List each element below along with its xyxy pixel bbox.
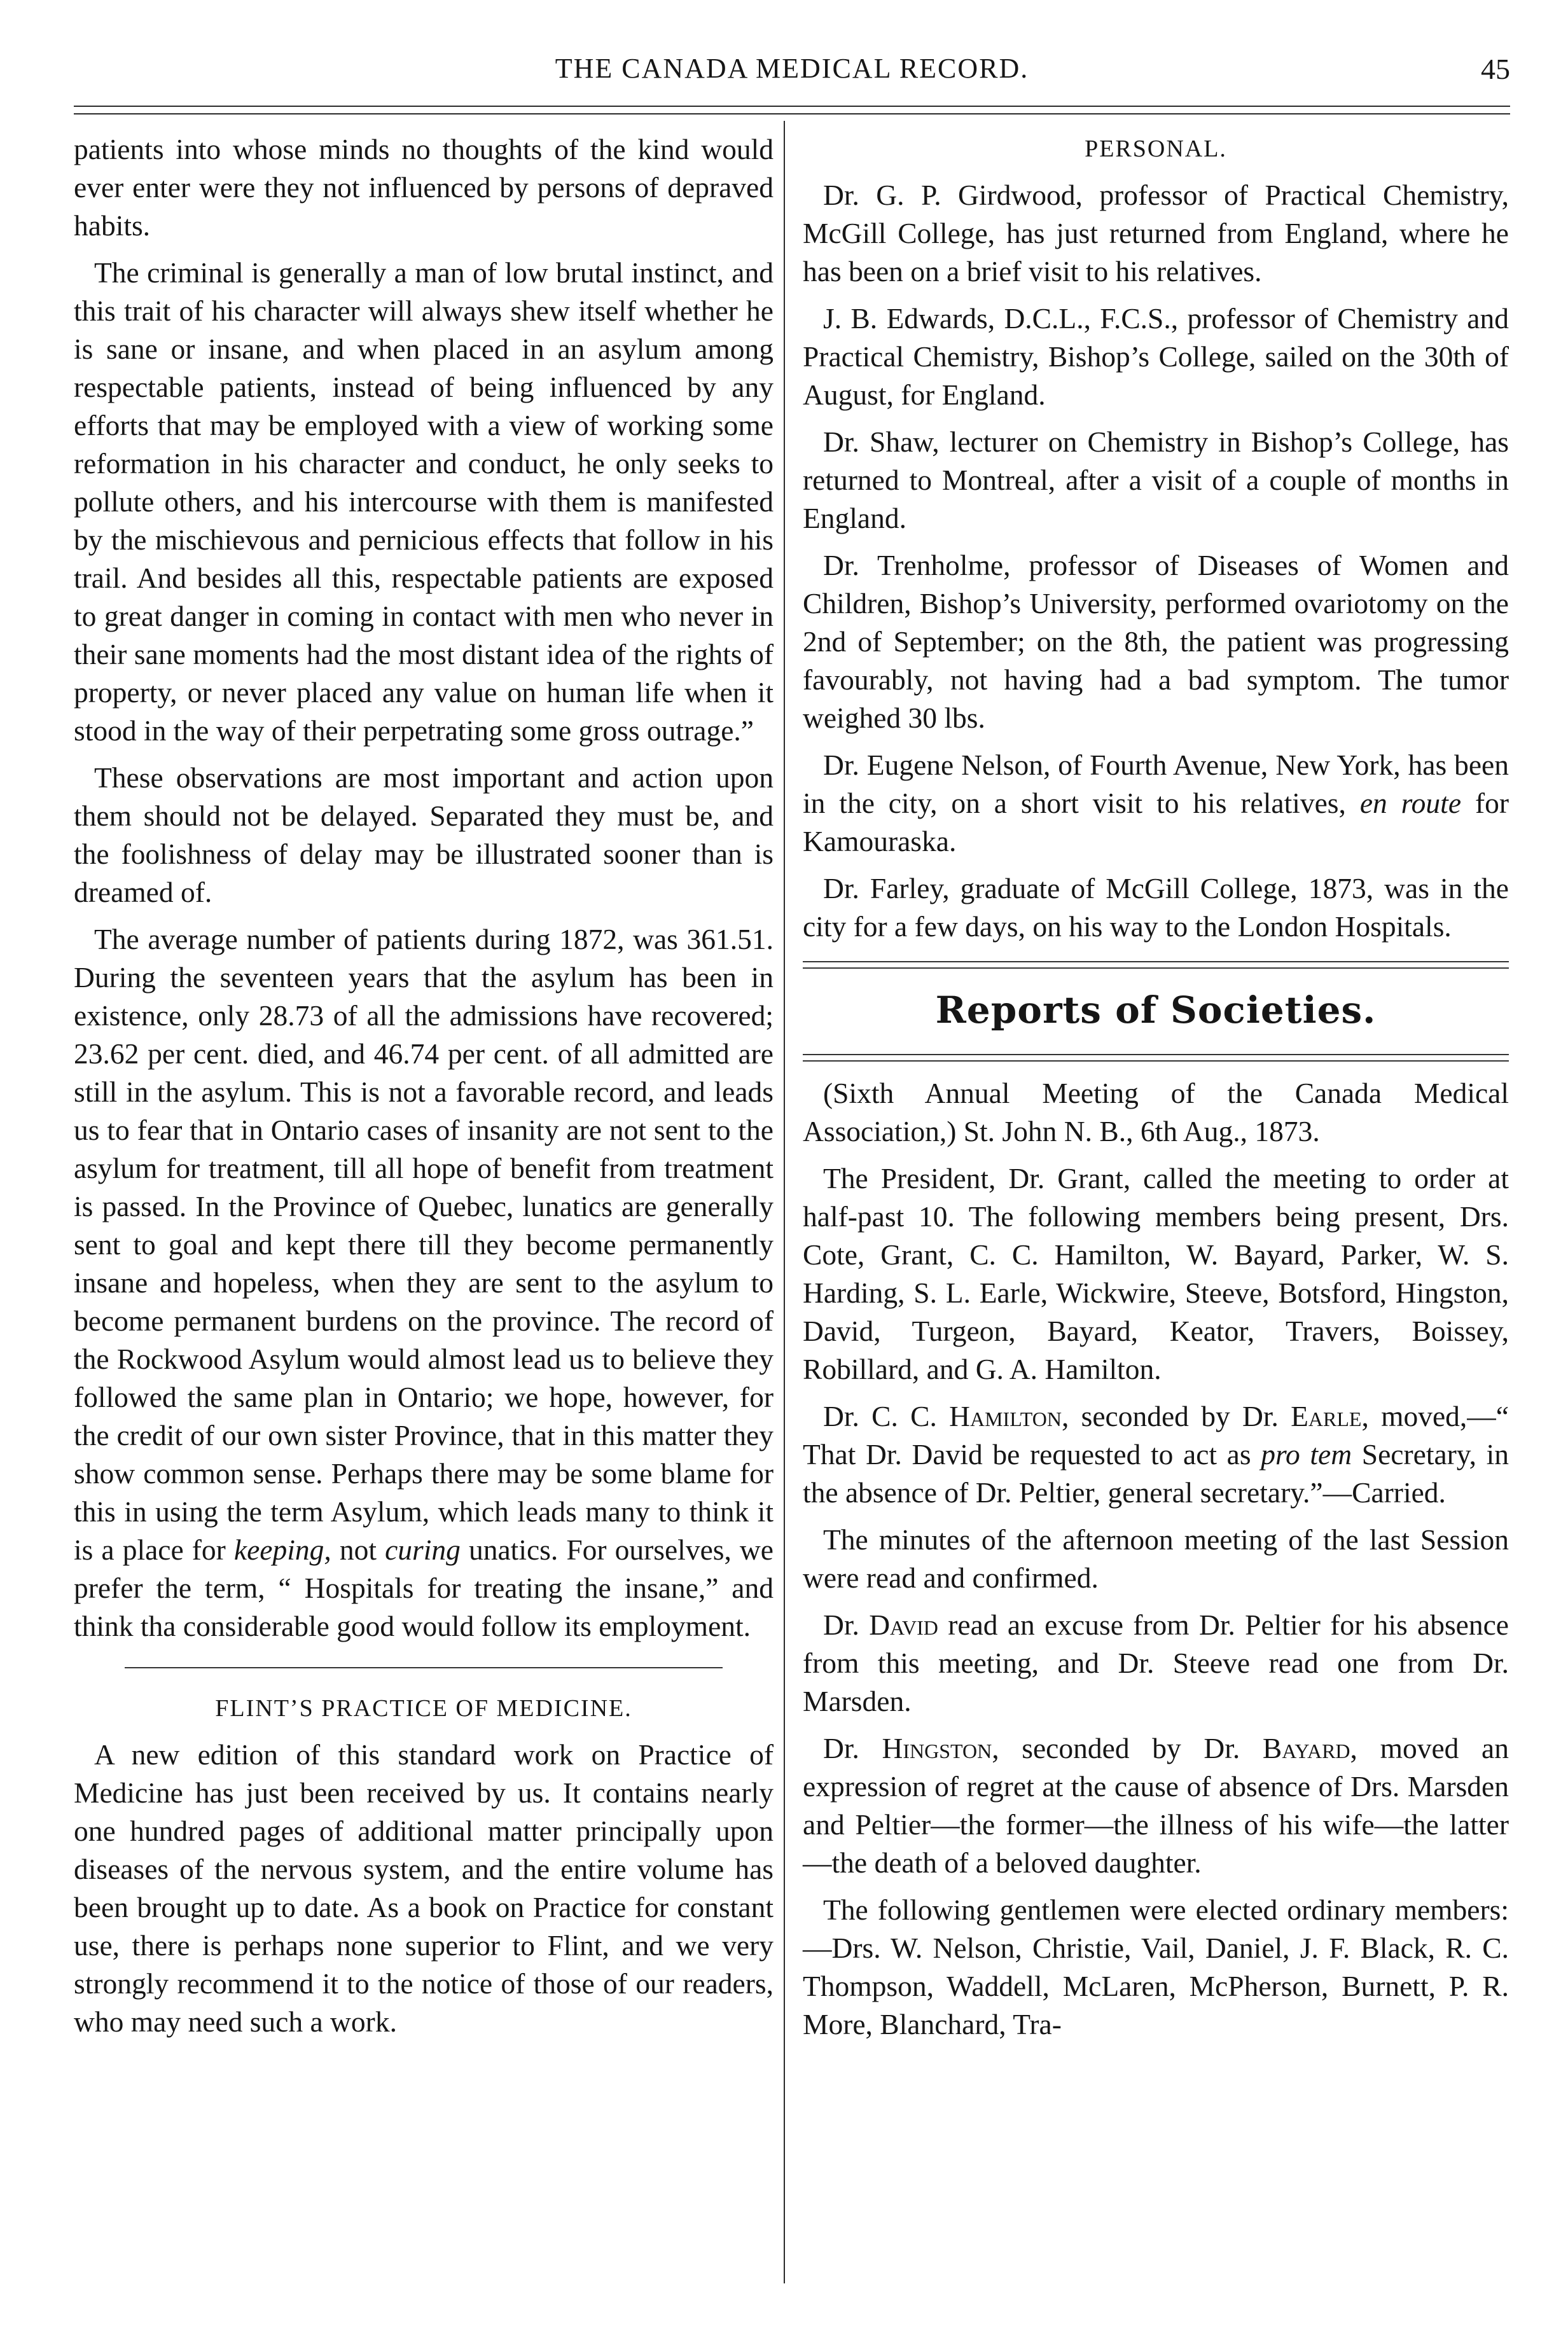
pro-tem-emphasis: pro tem <box>1261 1438 1352 1471</box>
flint-heading: FLINT’S PRACTICE OF MEDICINE. <box>215 1695 632 1722</box>
right-column <box>803 130 1509 2053</box>
david-text-a: Dr. <box>823 1609 870 1641</box>
motion-text-mid: , seconded by Dr. <box>1062 1400 1291 1432</box>
meeting-david-excuse <box>803 1606 1509 1720</box>
en-route-emphasis: en route <box>1359 787 1462 819</box>
curing-emphasis: curing <box>385 1534 461 1566</box>
observations-paragraph: These observations are most important and action upon them should not be delayed. Separated they must be, and the foolishness of delay may be illustrated sooner than is dreamed of. <box>74 761 774 908</box>
societies-heading: Reports of Societies. <box>935 988 1377 1032</box>
asylum-paragraph-continued: patients into whose minds no thoughts of the kind would ever enter were they not influenced by persons of depraved habits. <box>74 133 774 242</box>
personal-girdwood: Dr. G. P. Girdwood, professor of Practical Chemistry, McGill College, has just returned from England, where he has been on a brief visit to his relatives. <box>803 179 1509 287</box>
personal-shaw: Dr. Shaw, lecturer on Chemistry in Bishop’s College, has returned to Montreal, after a visit of a couple of months in England. <box>803 426 1509 534</box>
flint-paragraph: A new edition of this standard work on Practice of Medicine has just been received by us. It contains nearly one hundred pages of additional matter principally upon diseases of the nervous system, and the entire volume has been brought up to date. As a book on Practice for constant use, there is perhaps none superior to Flint, and we very strongly recommend it to the notice of those of our readers, who may need such a work. <box>74 1738 774 2038</box>
hamilton-name: Hamilton <box>949 1400 1062 1432</box>
meeting-hamilton-motion <box>803 1397 1509 1512</box>
meeting-intro: (Sixth Annual Meeting of the Canada Medical Association,) St. John N. B., 6th Aug., 1873. <box>803 1077 1509 1147</box>
earle-name: Earle <box>1291 1400 1362 1432</box>
header-rule-bottom <box>74 113 1510 114</box>
personal-heading: PERSONAL. <box>1085 135 1227 162</box>
statistics-text-b: not <box>331 1534 385 1566</box>
keeping-emphasis: keeping, <box>233 1534 331 1566</box>
hingston-name: Hingston <box>882 1732 992 1764</box>
running-title: THE CANADA MEDICAL RECORD. <box>555 53 1029 84</box>
running-head <box>74 52 1510 97</box>
societies-rule-top <box>803 961 1509 969</box>
david-text-b: read an excuse from Dr. Peltier for his absence from this meeting, and Dr. Steeve read one from Dr. Marsden. <box>803 1609 1509 1717</box>
meeting-president: The President, Dr. Grant, called the meeting to order at half-past 10. The following members being present, Drs. Cote, Grant, C. C. Hamilton, W. Bayard, Parker, W. S. Harding, S. L. Earle, Wickwire, Steeve, Botsford, Hingston, David, Turgeon, Bayard, Keator, Travers, Boissey, Robillard, and G. A. Hamilton. <box>803 1162 1509 1385</box>
hingston-text-b: , moved an expression of regret at the cause of absence of Drs. Marsden and Peltier—the former—the illness of his wife—the latter—the death of a beloved daughter. <box>803 1732 1509 1879</box>
header-rule-top <box>74 106 1510 107</box>
left-column <box>74 130 774 2050</box>
page-number: 45 <box>1481 53 1510 85</box>
motion-text-b: , moved,—“ That Dr. David be requested to act as <box>803 1400 1509 1471</box>
meeting-hingston-motion <box>803 1729 1509 1882</box>
hingston-text-mid: , seconded by Dr. <box>992 1732 1263 1764</box>
motion-text-c: Secretary, in the absence of Dr. Peltier, general secretary.”—Carried. <box>803 1438 1509 1509</box>
personal-edwards: J. B. Edwards, D.C.L., F.C.S., professor of Chemistry and Practical Chemistry, Bishop’s College, sailed on the 30th of August, for England. <box>803 302 1509 411</box>
personal-nelson <box>803 746 1509 861</box>
hingston-text-a: Dr. <box>823 1732 882 1764</box>
nelson-text-a: Dr. Eugene Nelson, of Fourth Avenue, New York, has been in the city, on a short visit to his relatives, <box>803 749 1509 819</box>
criminal-paragraph: The criminal is generally a man of low brutal instinct, and this trait of his character will always shew itself whether he is sane or insane, and when placed in an asylum among respectable patients, instead of being influenced by any efforts that may be employed with a view of working some reformation in his character and conduct, he only seeks to pollute others, and his intercourse with them is manifested by the mischievous and pernicious effects that follow in his trail. And besides all this, respectable patients are exposed to great danger in coming in contact with men who never in their sane moments had the most distant idea of the rights of property, or never placed any value on human life when it stood in the way of their perpetrating some gross outrage.” <box>74 256 774 747</box>
personal-trenholme: Dr. Trenholme, professor of Diseases of Women and Children, Bishop’s University, performed ovariotomy on the 2nd of September; on the 8th, the patient was progressing favourably, not having had a bad symptom. The tumor weighed 30 lbs. <box>803 549 1509 734</box>
motion-text-a: Dr. C. C. <box>823 1400 950 1432</box>
societies-rule-bottom <box>803 1054 1509 1062</box>
statistics-text-a: The average number of patients during 1872, was 361.51. During the seventeen years that the asylum has been in existence, only 28.73 of all the admissions have recovered; 23.62 per cent. died, and 46.74 per cent. of all admitted are still in the asylum. This is not a favorable record, and leads us to fear that in Ontario cases of insanity are not sent to the asylum for treatment, till all hope of benefit from treatment is passed. In the Province of Quebec, lunatics are generally sent to goal and kept there till they become permanently insane and hopeless, when they are sent to the asylum to become permanent burdens on the province. The record of the Rockwood Asylum would almost lead us to believe they followed the same plan in Ontario; we hope, however, for the credit of our own sister Province, that in this matter they show common sense. Perhaps there may be some blame for this in using the term Asylum, which leads many to think it is a place for <box>74 923 774 1566</box>
section-rule <box>125 1667 723 1668</box>
statistics-text-c: unatics. For ourselves, we prefer the term, “ Hospitals for treating the insane,” and think tha considerable good would follow its employment. <box>74 1534 774 1642</box>
meeting-new-members: The following gentlemen were elected ordinary members:—Drs. W. Nelson, Christie, Vail, Daniel, J. F. Black, R. C. Thompson, Waddell, McLaren, McPherson, Burnett, P. R. More, Blanchard, Tra- <box>803 1894 1509 2040</box>
bayard-name: Bayard <box>1262 1732 1350 1764</box>
nelson-text-b: for Kamouraska. <box>803 787 1509 857</box>
column-divider <box>784 121 785 2283</box>
david-name: David <box>869 1609 938 1641</box>
meeting-minutes: The minutes of the afternoon meeting of the last Session were read and confirmed. <box>803 1523 1509 1594</box>
patients-statistics-paragraph <box>74 920 774 1645</box>
personal-farley: Dr. Farley, graduate of McGill College, 1873, was in the city for a few days, on his way to the London Hospitals. <box>803 872 1509 943</box>
